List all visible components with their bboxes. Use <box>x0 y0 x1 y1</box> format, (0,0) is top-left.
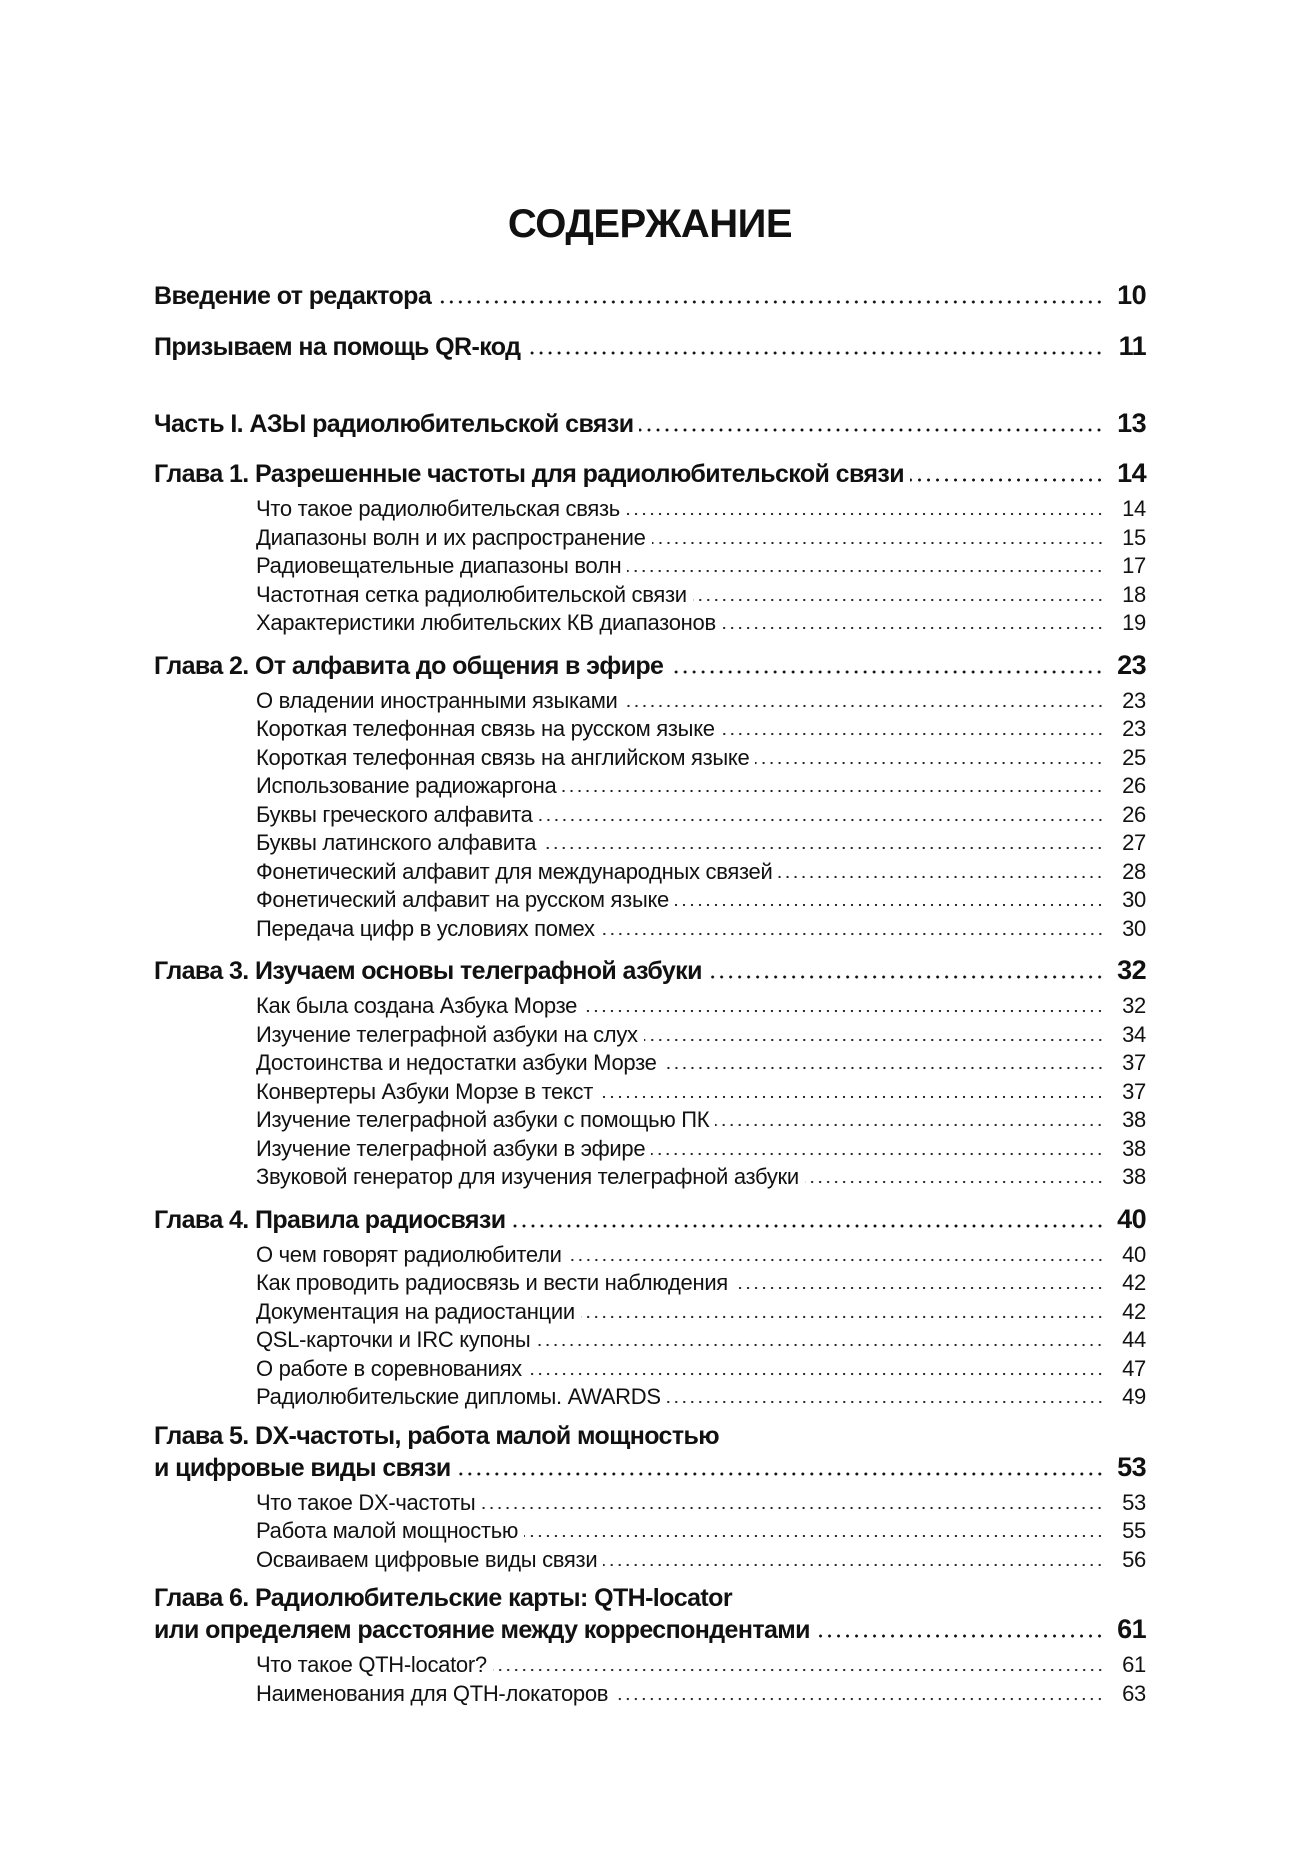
section-list <box>154 1237 1146 1412</box>
chapter-4 <box>154 1202 1146 1412</box>
entry-label: Глава 1. Разрешенные частоты для радиолюбительской связи <box>154 460 904 488</box>
section-entry <box>256 1298 1146 1327</box>
chapter-heading-line1: Глава 5. DX-частоты, работа малой мощностью <box>154 1421 720 1450</box>
entry-label: Достоинства и недостатки азбуки Морзе <box>256 1050 657 1075</box>
entry-label: Использование радиожаргона <box>256 773 557 798</box>
page-number: 32 <box>1122 993 1146 1018</box>
section-entry <box>256 1241 1146 1270</box>
toc-entry-qr <box>154 329 1146 364</box>
section-entry <box>256 715 1146 744</box>
page-number: 13 <box>1117 408 1146 438</box>
entry-label: Часть I. АЗЫ радиолюбительской связи <box>154 410 634 438</box>
dot-leader <box>524 1534 1104 1538</box>
toc-entry-intro <box>154 278 1146 313</box>
section-list <box>154 683 1146 944</box>
page-number: 49 <box>1122 1384 1146 1409</box>
dot-leader <box>693 598 1104 602</box>
dot-leader <box>581 1315 1104 1319</box>
page-number: 63 <box>1122 1680 1146 1706</box>
section-entry <box>256 772 1146 801</box>
entry-label: О чем говорят радиолюбители <box>256 1241 562 1267</box>
dot-leader <box>624 704 1104 708</box>
dot-leader <box>639 428 1104 432</box>
section-entry <box>256 1651 1146 1680</box>
dot-leader <box>816 1634 1104 1638</box>
section-entry <box>256 992 1146 1021</box>
dot-leader <box>536 1343 1104 1347</box>
page-number: 38 <box>1122 1135 1146 1161</box>
chapter-heading <box>154 953 1146 988</box>
entry-label: Призываем на помощь QR-код <box>154 333 521 361</box>
dot-leader <box>627 569 1104 573</box>
dot-leader <box>457 1472 1104 1476</box>
dot-leader <box>542 846 1104 850</box>
section-entry <box>256 1163 1146 1192</box>
dot-leader <box>481 1506 1104 1510</box>
page-number: 17 <box>1122 553 1146 578</box>
entry-label: Изучение телеграфной азбуки с помощью ПК <box>256 1107 710 1132</box>
chapter-2 <box>154 648 1146 944</box>
section-list <box>154 1485 1146 1575</box>
chapter-heading-line1: Глава 6. Радиолюбительские карты: QTH-locator <box>154 1584 732 1612</box>
entry-label: Осваиваем цифровые виды связи <box>256 1546 598 1572</box>
entry-label: Изучение телеграфной азбуки на слух <box>256 1021 638 1047</box>
chapter-heading <box>154 648 1146 683</box>
page-title: СОДЕРЖАНИЕ <box>507 202 793 246</box>
section-entry <box>256 609 1146 638</box>
entry-label: Изучение телеграфной азбуки в эфире <box>256 1135 646 1161</box>
section-list <box>154 491 1146 638</box>
section-entry <box>256 1489 1146 1518</box>
section-entry <box>256 1546 1146 1575</box>
dot-leader <box>626 512 1104 516</box>
entry-label: Введение от редактора <box>154 282 432 310</box>
dot-leader <box>669 670 1104 674</box>
dot-leader <box>734 1286 1104 1290</box>
section-list <box>154 1647 1146 1708</box>
section-entry <box>256 581 1146 610</box>
page-number: 34 <box>1122 1021 1146 1047</box>
dot-leader <box>708 975 1104 979</box>
page-number: 53 <box>1117 1451 1146 1482</box>
page-number: 15 <box>1122 524 1146 550</box>
entry-label: Буквы греческого алфавита <box>256 801 533 827</box>
entry-label: Наименования для QTH-локаторов <box>256 1680 609 1706</box>
chapter-5 <box>154 1422 1146 1575</box>
chapter-heading <box>154 1202 1146 1237</box>
chapter-6 <box>154 1584 1146 1708</box>
page-number: 25 <box>1122 744 1146 770</box>
entry-label: Передача цифр в условиях помех <box>256 915 595 941</box>
dot-leader <box>778 875 1104 879</box>
entry-label: Как проводить радиосвязь и вести наблюдения <box>256 1270 728 1295</box>
chapter-1 <box>154 456 1146 638</box>
dot-leader <box>528 1372 1104 1376</box>
page-number: 10 <box>1117 280 1146 310</box>
entry-label: Радиовещательные диапазоны волн <box>256 553 622 578</box>
entry-label: и цифровые виды связи <box>154 1453 451 1482</box>
dot-leader <box>715 1123 1104 1127</box>
dot-leader <box>603 1563 1104 1567</box>
page-number: 44 <box>1122 1327 1146 1352</box>
page-number: 40 <box>1122 1241 1146 1267</box>
chapter-heading <box>154 456 1146 491</box>
section-entry <box>256 886 1146 915</box>
page-number: 23 <box>1117 649 1146 680</box>
page-number: 19 <box>1122 610 1146 635</box>
entry-label: Глава 3. Изучаем основы телеграфной азбуки <box>154 957 702 985</box>
page-number: 11 <box>1118 331 1146 361</box>
page-number: 37 <box>1122 1078 1146 1104</box>
section-list <box>154 988 1146 1192</box>
entry-label: Фонетический алфавит для международных связей <box>256 858 773 884</box>
page-number: 30 <box>1122 915 1146 941</box>
section-entry <box>256 915 1146 944</box>
page-number: 23 <box>1122 687 1146 713</box>
section-entry <box>256 829 1146 858</box>
dot-leader <box>599 1095 1104 1099</box>
page-number: 56 <box>1122 1546 1146 1572</box>
dot-leader <box>512 1224 1105 1228</box>
dot-leader <box>583 1009 1104 1013</box>
page-number: 27 <box>1122 830 1146 855</box>
entry-label: или определяем расстояние между корреспондентами <box>154 1616 810 1644</box>
section-entry <box>256 1355 1146 1384</box>
entry-label: Короткая телефонная связь на английском языке <box>256 744 750 770</box>
page-number: 14 <box>1117 458 1146 488</box>
entry-label: Звуковой генератор для изучения телеграфной азбуки <box>256 1164 799 1189</box>
page-number: 28 <box>1122 858 1146 884</box>
chapter-heading <box>154 1450 1146 1485</box>
section-entry <box>256 1078 1146 1107</box>
section-entry <box>256 1106 1146 1135</box>
section-entry <box>256 1383 1146 1412</box>
entry-label: Что такое QTH-locator? <box>256 1652 487 1677</box>
dot-leader <box>644 1038 1104 1042</box>
entry-label: QSL-карточки и IRC купоны <box>256 1327 531 1352</box>
dot-leader <box>721 732 1104 736</box>
section-entry <box>256 1021 1146 1050</box>
section-entry <box>256 687 1146 716</box>
section-entry <box>256 1517 1146 1546</box>
entry-label: Радиолюбительские дипломы. AWARDS <box>256 1384 661 1409</box>
entry-label: Глава 2. От алфавита до общения в эфире <box>154 651 664 680</box>
dot-leader <box>651 1152 1104 1156</box>
section-entry <box>256 1269 1146 1298</box>
entry-label: Диапазоны волн и их распространение <box>256 524 646 550</box>
dot-leader <box>539 818 1104 822</box>
entry-label: Конвертеры Азбуки Морзе в текст <box>256 1078 594 1104</box>
page-number: 14 <box>1122 496 1146 521</box>
entry-label: Частотная сетка радиолюбительской связи <box>256 581 687 607</box>
dot-leader <box>722 626 1104 630</box>
page-number: 30 <box>1122 887 1146 912</box>
dot-leader <box>601 932 1104 936</box>
section-entry <box>256 1680 1146 1709</box>
dot-leader <box>675 903 1104 907</box>
section-entry <box>256 495 1146 524</box>
entry-label: Буквы латинского алфавита <box>256 830 537 855</box>
section-entry <box>256 801 1146 830</box>
section-entry <box>256 524 1146 553</box>
chapter-heading <box>154 1612 1146 1647</box>
section-entry <box>256 1326 1146 1355</box>
dot-leader <box>493 1668 1104 1672</box>
page-number: 37 <box>1122 1050 1146 1075</box>
entry-label: Короткая телефонная связь на русском языке <box>256 716 715 741</box>
toc-part-1 <box>154 406 1146 441</box>
section-entry <box>256 1049 1146 1078</box>
page-number: 40 <box>1117 1203 1146 1234</box>
chapter-3 <box>154 953 1146 1192</box>
entry-label: Документация на радиостанции <box>256 1298 575 1324</box>
table-of-contents <box>154 199 1146 1718</box>
page-number: 53 <box>1122 1489 1146 1515</box>
page-number: 26 <box>1122 773 1146 798</box>
dot-leader <box>652 541 1104 545</box>
section-entry <box>256 744 1146 773</box>
entry-label: Что такое DX-частоты <box>256 1489 476 1515</box>
section-entry <box>256 1135 1146 1164</box>
page-number: 23 <box>1122 716 1146 741</box>
dot-leader <box>614 1697 1104 1701</box>
dot-leader <box>562 789 1104 793</box>
section-entry <box>256 858 1146 887</box>
dot-leader <box>526 351 1104 355</box>
page-number: 61 <box>1122 1652 1146 1677</box>
entry-label: О работе в соревнованиях <box>256 1355 522 1381</box>
entry-label: Работа малой мощностью <box>256 1518 519 1543</box>
dot-leader <box>755 761 1104 765</box>
dot-leader <box>568 1258 1104 1262</box>
page-number: 26 <box>1122 801 1146 827</box>
dot-leader <box>805 1180 1104 1184</box>
entry-label: Как была создана Азбука Морзе <box>256 993 578 1018</box>
dot-leader <box>667 1400 1104 1404</box>
dot-leader <box>437 300 1104 304</box>
dot-leader <box>663 1066 1104 1070</box>
section-entry <box>256 552 1146 581</box>
entry-label: О владении иностранными языками <box>256 687 618 713</box>
entry-label: Фонетический алфавит на русском языке <box>256 887 669 912</box>
page-number: 42 <box>1122 1270 1146 1295</box>
page-number: 55 <box>1122 1518 1146 1543</box>
entry-label: Глава 4. Правила радиосвязи <box>154 1205 506 1234</box>
page-number: 47 <box>1122 1355 1146 1381</box>
page-number: 38 <box>1122 1164 1146 1189</box>
page-number: 38 <box>1122 1107 1146 1132</box>
page-number: 32 <box>1117 955 1146 985</box>
entry-label: Характеристики любительских КВ диапазонов <box>256 610 716 635</box>
page-number: 18 <box>1122 581 1146 607</box>
page-number: 61 <box>1117 1614 1146 1644</box>
dot-leader <box>910 478 1104 482</box>
page-number: 42 <box>1122 1298 1146 1324</box>
entry-label: Что такое радиолюбительская связь <box>256 496 620 521</box>
